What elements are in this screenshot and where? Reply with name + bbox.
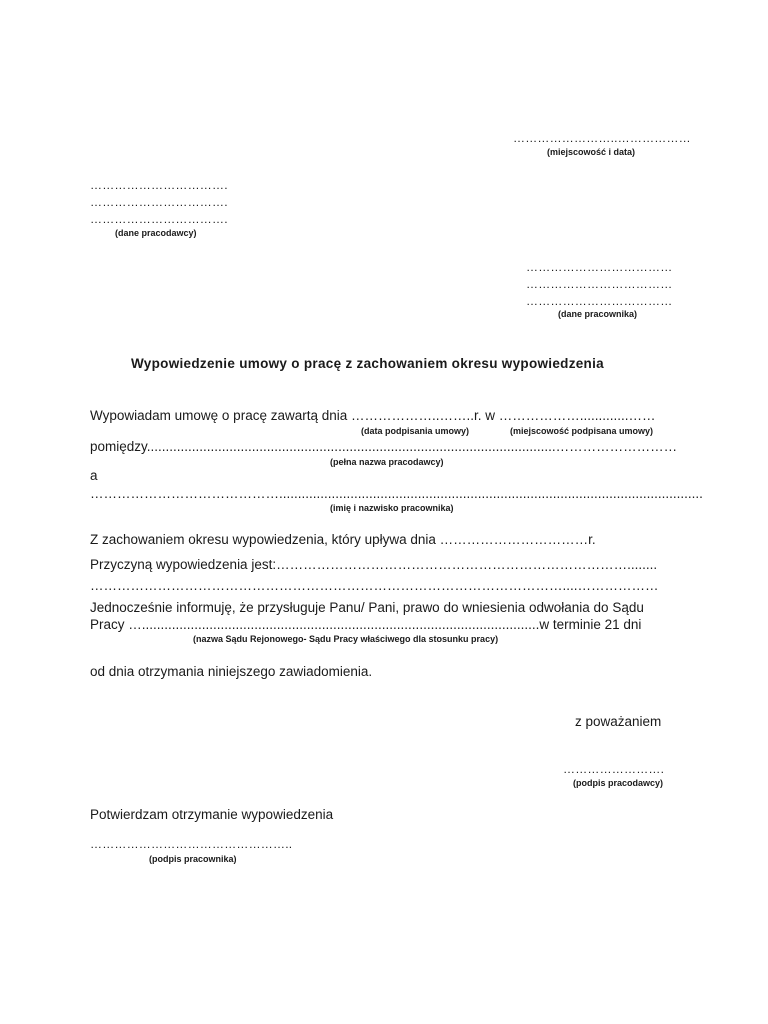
document-title: Wypowiedzenie umowy o pracę z zachowaniem okresu wypowiedzenia [131, 356, 604, 371]
caption-court-name: (nazwa Sądu Rejonowego- Sądu Pracy właściwego dla stosunku pracy) [193, 634, 499, 644]
body-line-court: Pracy …..........................................................................................................w terminie 21 dni [90, 617, 642, 632]
employer-signature-field: ……………………. [563, 762, 665, 776]
caption-employer-name: (pełna nazwa pracodawcy) [330, 457, 444, 467]
body-line-employee-name: ……………………………………................................................................................................................. [90, 486, 703, 501]
body-line-appeal: Jednocześnie informuję, że przysługuje Panu/ Pani, prawo do wniesienia odwołania do Sądu [90, 600, 644, 615]
body-line-and: a [90, 468, 98, 483]
employer-line-2: ……………………………. [90, 195, 228, 209]
closing-regards: z poważaniem [575, 714, 662, 729]
place-date-caption: (miejscowość i data) [547, 147, 636, 157]
employer-caption: (dane pracodawcy) [115, 228, 197, 238]
body-line-between: pomiędzy.............................................................................................................……………………… [90, 439, 678, 454]
employee-line-1: ……………………………… [526, 260, 673, 274]
confirmation-text: Potwierdzam otrzymanie wypowiedzenia [90, 807, 334, 822]
body-line-notice-period: Z zachowaniem okresu wypowiedzenia, który upływa dnia ……………………………r. [90, 532, 596, 547]
body-line-reason-cont: ……………………………………………………………………………………………....……………… [90, 578, 659, 593]
caption-contract-place: (miejscowość podpisana umowy) [510, 426, 654, 436]
employer-line-1: ……………………………. [90, 178, 228, 192]
caption-employee-name: (imię i nazwisko pracownika) [330, 503, 454, 513]
body-line-contract-date: Wypowiadam umowę o pracę zawartą dnia ………………..……..r. w ……………….............…… [90, 408, 656, 423]
employee-line-2: ……………………………… [526, 277, 673, 291]
place-date-field: ……………………..……………… [513, 131, 691, 145]
employee-signature-field: ………………………………………….. [90, 837, 293, 851]
employee-caption: (dane pracownika) [558, 309, 638, 319]
body-line-reason: Przyczyną wypowiedzenia jest:……………………………………………………………………........ [90, 557, 658, 572]
body-line-from-receipt: od dnia otrzymania niniejszego zawiadomienia. [90, 664, 373, 679]
employee-line-3: ……………………………… [526, 294, 673, 308]
caption-contract-date: (data podpisania umowy) [361, 426, 470, 436]
employer-line-3: ……………………………. [90, 212, 228, 226]
employee-signature-caption: (podpis pracownika) [149, 854, 237, 864]
employer-signature-caption: (podpis pracodawcy) [573, 778, 664, 788]
